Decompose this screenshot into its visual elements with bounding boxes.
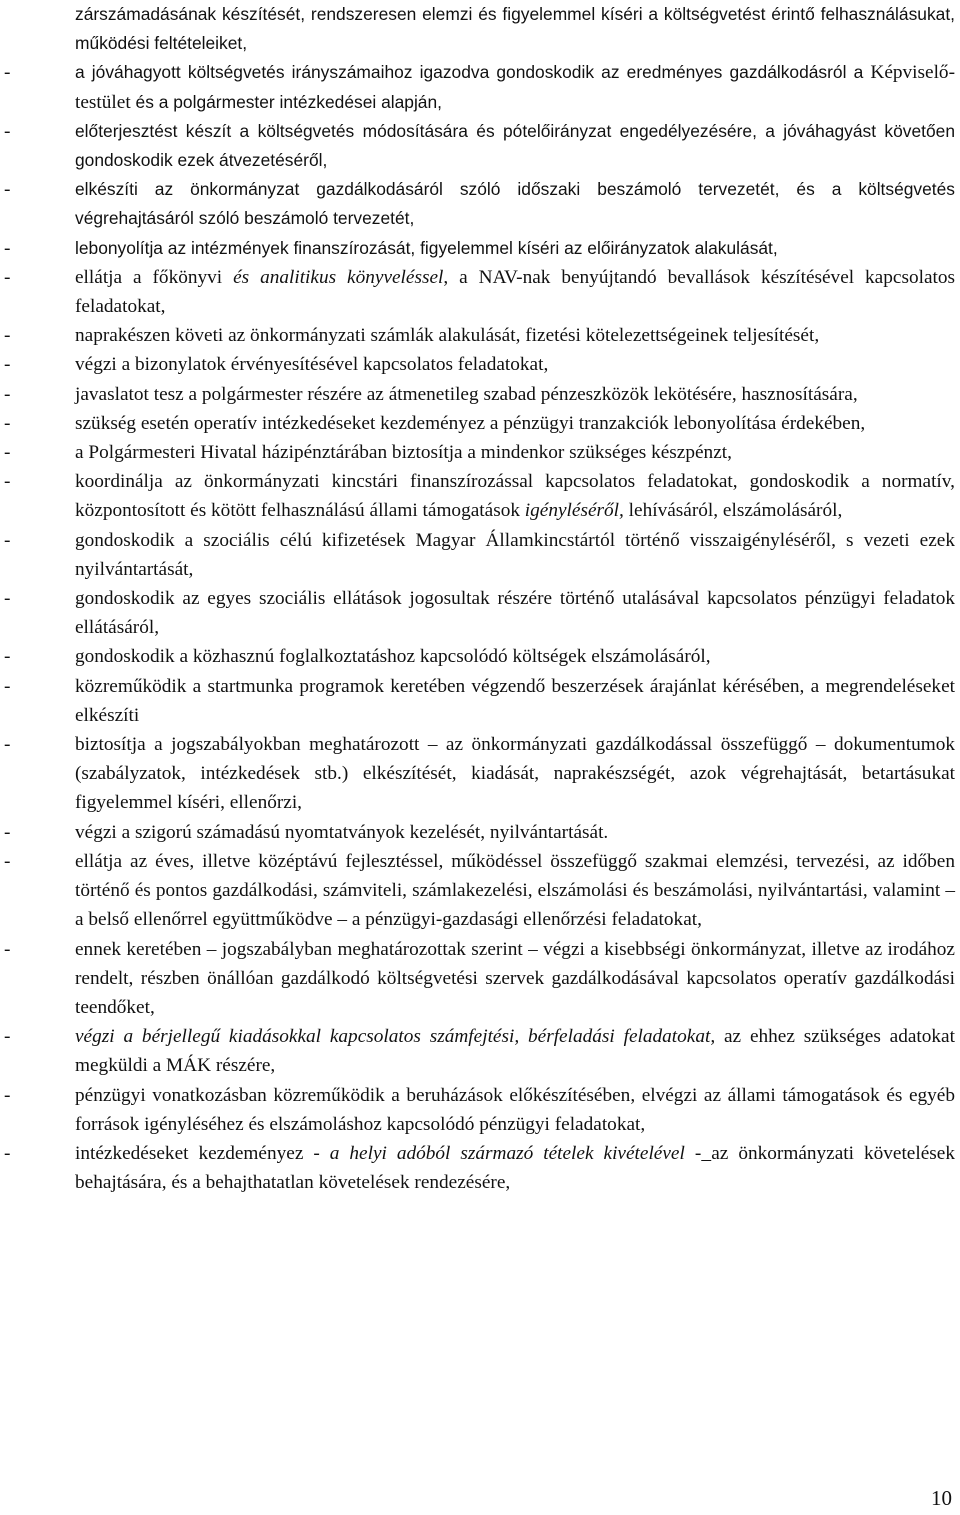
text-segment: Képviselő-testület: [75, 62, 955, 113]
text-segment: a Polgármesteri Hivatal házipénztárában biztosítja a mindenkor szükséges készpénzt,: [75, 442, 732, 464]
text-segment: lehívásáról, elszámolásáról,: [623, 500, 843, 522]
list-item: [0, 467, 960, 525]
text-segment: pénzügyi vonatkozásban közreműködik a beruházások előkészítésében, elvégzi az állami támogatások és egyéb források igényléséhez és elszámoláshoz kapcsolódó pénzügyi feladatokat,: [75, 1084, 955, 1135]
text-segment: javaslatot tesz a polgármester részére az átmenetileg szabad pénzeszközök lekötésére, hasznosítására,: [75, 383, 858, 405]
text-segment: [701, 1143, 711, 1164]
list-item: [0, 350, 960, 379]
text-segment: előterjesztést készít a költségvetés módosítására és pótelőirányzat engedélyezésére, a jóváhagyást követően gondoskodik ezek átvezetéséről,: [75, 120, 955, 171]
text-segment: ellátja az éves, illetve középtávú fejlesztéssel, működéssel összefüggő szakmai elemzési, tervezési, az időben történő és pontos gazdálkodási, számviteli, számlakezelési, elszámolási és beszámolási, nyilvántartási, valamint – a belső ellenőrrel együttműködve – a pénzügyi-gazdasági ellenőrzési feladatokat,: [75, 850, 955, 931]
bullet-dash: -: [4, 588, 11, 610]
bullet-dash: -: [4, 62, 11, 84]
text-segment: gondoskodik az egyes szociális ellátások jogosultak részére történő utalásával kapcsolatos pénzügyi feladatok ellátásáról,: [75, 588, 955, 639]
text-segment: ennek keretében – jogszabályban meghatározottak szerint – végzi a kisebbségi önkormányzat, illetve az irodához rendelt, részben önállóan gazdálkodó költségvetési szervek gazdálkodásával kapcsolatos operatív gazdálkodási teendőket,: [75, 938, 955, 1018]
text-segment: lebonyolítja az intézmények finanszírozását, figyelemmel kíséri az előirányzatok alakulását,: [75, 237, 778, 258]
list-item: [0, 818, 960, 847]
text-segment: zárszámadásának készítését, rendszeresen elemzi és figyelemmel kíséri a költségvetést érintő felhasználásukat, működési feltételeiket,: [75, 4, 955, 54]
text-segment: naprakészen követi az önkormányzati számlák alakulását, fizetési kötelezettségeinek teljesítését,: [75, 325, 820, 347]
text-segment: végzi a bérjellegű kiadásokkal kapcsolatos számfejtési, bérfeladási feladatokat,: [75, 1026, 716, 1048]
text-segment: , a NAV-nak benyújtandó bevallások készítésével kapcsolatos feladatokat,: [75, 266, 956, 318]
bullet-dash: -: [4, 266, 11, 288]
text-segment: igényléséről,: [524, 500, 624, 522]
list-item: [0, 730, 960, 818]
bullet-dash: -: [4, 1084, 11, 1106]
bullet-dash: -: [4, 675, 11, 697]
bullet-dash: -: [4, 471, 11, 493]
text-segment: a jóváhagyott költségvetés irányszámaihoz igazodva gondoskodik az eredményes gazdálkodásról a: [75, 62, 871, 83]
text-segment: és a polgármester intézkedései alapján,: [130, 91, 442, 112]
list-item: [0, 526, 960, 584]
list-item: [0, 0, 960, 58]
bullet-dash: -: [4, 325, 11, 347]
text-segment: intézkedéseket kezdeményez -: [75, 1142, 330, 1164]
list-item: [0, 847, 960, 935]
list-item: [0, 935, 960, 1023]
text-segment: közreműködik a startmunka programok keretében végzendő beszerzések árajánlat kérésében, a megrendeléseket elkészíti: [75, 675, 955, 726]
list-item: [0, 642, 960, 671]
bullet-dash: -: [4, 383, 11, 405]
text-segment: ellátja a főkönyvi: [75, 266, 234, 288]
text-segment: szükség esetén operatív intézkedéseket kezdeményez a pénzügyi tranzakciók lebonyolítása érdekében,: [75, 412, 866, 434]
list-item: [0, 175, 960, 233]
text-segment: gondoskodik a szociális célú kifizetések Magyar Államkincstártól történő visszaigényléséről, s vezeti ezek nyilvántartását,: [75, 529, 955, 580]
bullet-dash: -: [4, 442, 11, 464]
bullet-dash: -: [4, 120, 11, 142]
list-item: [0, 438, 960, 467]
list-item: [0, 584, 960, 642]
bullet-dash: -: [4, 850, 11, 872]
list-item: [0, 409, 960, 438]
list-item: [0, 1139, 960, 1197]
text-segment: az ehhez szükséges adatokat megküldi a MÁK részére,: [75, 1026, 955, 1077]
bullet-dash: -: [4, 1142, 11, 1164]
bullet-dash: -: [4, 938, 11, 960]
text-segment: elkészíti az önkormányzat gazdálkodásáról szóló időszaki beszámoló tervezetét, és a költségvetés végrehajtásáról szóló beszámoló tervezetét,: [75, 179, 955, 229]
text-segment: és analitikus könyveléssel: [233, 266, 444, 288]
list-item: [0, 263, 960, 321]
list-item: [0, 58, 960, 116]
list-item: [0, 672, 960, 730]
list-item: [0, 380, 960, 409]
text-segment: végzi a szigorú számadású nyomtatványok kezelését, nyilvántartását.: [75, 821, 609, 843]
list-item: [0, 234, 960, 263]
text-segment: koordinálja az önkormányzati kincstári finanszírozással kapcsolatos feladatokat, gondoskodik a normatív, központosított és kötött felhasználású állami támogatások: [75, 471, 955, 522]
text-segment: biztosítja a jogszabályokban meghatározott – az önkormányzati gazdálkodással összefüggő – dokumentumok (szabályzatok, intézkedések stb.) elkészítését, kiadását, naprakészségét, azok végrehajtását, betartásukat figyelemmel kíséri, ellenőrzi,: [75, 734, 955, 814]
text-segment: végzi a bizonylatok érvényesítésével kapcsolatos feladatokat,: [75, 354, 549, 376]
text-segment: -: [684, 1142, 702, 1164]
bullet-dash: -: [4, 1026, 11, 1048]
bullet-dash: -: [4, 821, 11, 843]
list-item: [0, 117, 960, 175]
text-segment: gondoskodik a közhasznú foglalkoztatáshoz kapcsolódó költségek elszámolásáról,: [75, 646, 711, 668]
bullet-dash: -: [4, 529, 11, 551]
bullet-dash: -: [4, 734, 11, 756]
list-item: [0, 1081, 960, 1139]
bullet-dash: -: [4, 354, 11, 376]
bullet-dash: -: [4, 412, 11, 434]
bullet-dash: -: [4, 646, 11, 668]
list-item: [0, 1022, 960, 1080]
bullet-dash: -: [4, 179, 11, 201]
text-segment: a helyi adóból származó tételek kivételével: [329, 1142, 685, 1164]
bullet-dash: -: [4, 237, 11, 259]
page-number: 10: [931, 1486, 952, 1510]
list-item: [0, 321, 960, 350]
text-segment: az önkormányzati követelések behajtására, és a behajthatatlan követelések rendezésére,: [75, 1142, 955, 1194]
